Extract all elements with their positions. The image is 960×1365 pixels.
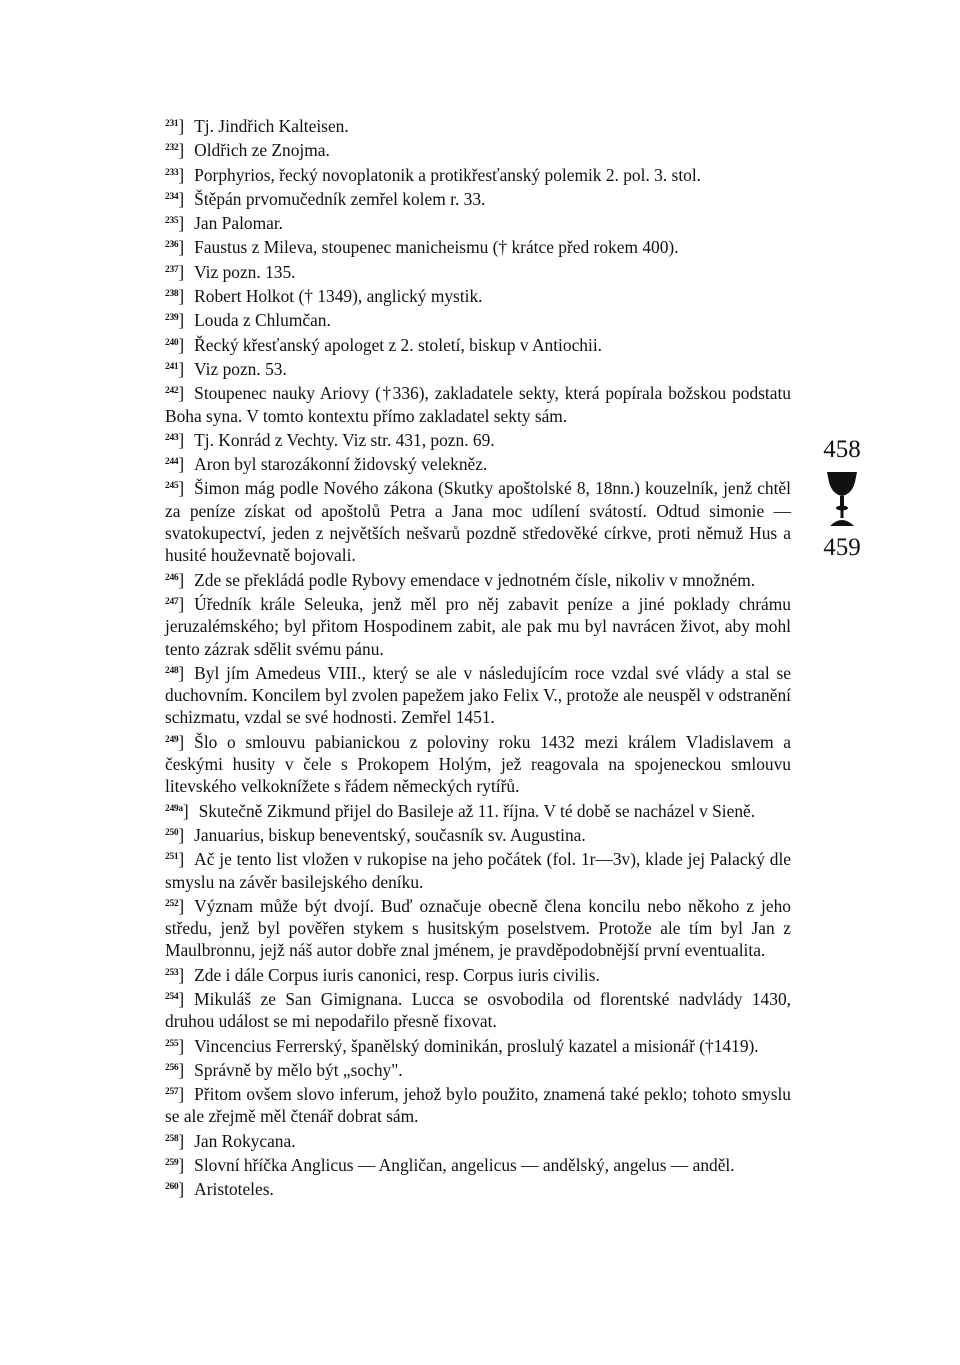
footnote-number: 232: [165, 143, 179, 154]
footnote-number: 244: [165, 457, 179, 468]
footnote-bracket: ]: [178, 261, 185, 282]
footnote-text: Oldřich ze Znojma.: [194, 140, 330, 161]
footnote-text: Tj. Konrád z Vechty. Viz str. 431, pozn. 69.: [194, 429, 495, 450]
footnote-234: [165, 186, 791, 210]
footnote-250: [165, 822, 791, 846]
footnote-number: 243: [165, 432, 179, 443]
footnote-243: [165, 427, 791, 451]
footnote-bracket: ]: [178, 310, 185, 331]
footnote-bracket: ]: [178, 593, 185, 614]
footnote-number: 246: [165, 572, 179, 583]
footnote-253: [165, 962, 791, 986]
footnote-bracket: ]: [178, 140, 185, 161]
footnote-bracket: ]: [178, 964, 185, 985]
footnote-text: Jan Rokycana.: [194, 1130, 296, 1151]
footnote-text: Ač je tento list vložen v rukopise na jeho počátek (fol. 1r—3v), klade jej Palacký dle smyslu na závěr basilejského deníku.: [165, 849, 791, 892]
footnote-bracket: ]: [178, 988, 185, 1009]
footnote-bracket: ]: [178, 1059, 185, 1080]
footnote-number: 259: [165, 1158, 179, 1169]
footnote-bracket: ]: [178, 1084, 185, 1105]
footnote-text: Štěpán prvomučedník zemřel kolem r. 33.: [194, 188, 486, 209]
footnote-number: 245: [165, 481, 179, 492]
footnote-256: [165, 1057, 791, 1081]
footnote-text: Viz pozn. 135.: [194, 261, 296, 282]
footnote-bracket: ]: [178, 358, 185, 379]
footnote-text: Vincencius Ferrerský, španělský dominikán, proslulý kazatel a misionář (†1419).: [194, 1035, 759, 1056]
footnote-257: [165, 1081, 791, 1128]
footnote-254: [165, 986, 791, 1033]
footnote-number: 248: [165, 665, 179, 676]
footnote-236: [165, 234, 791, 258]
footnote-text: Stoupenec nauky Ariovy (†336), zakladatele sekty, která popírala božskou podstatu Boha syna. V tomto kontextu přímo zakladatel sekty sám.: [165, 383, 791, 426]
footnote-text: Mikuláš ze San Gimignana. Lucca se osvobodila od florentské nadvlády 1430, druhou událost se mi nepodařilo přesně fixovat.: [165, 988, 791, 1032]
footnote-242: [165, 380, 791, 427]
footnote-bracket: ]: [178, 1130, 185, 1151]
chalice-icon: [825, 470, 859, 528]
footnote-245: [165, 475, 791, 566]
footnote-number: 242: [165, 386, 179, 397]
footnote-number: 247: [165, 596, 179, 607]
footnote-252: [165, 893, 791, 962]
footnote-number: 256: [165, 1062, 179, 1073]
footnote-text: Skutečně Zikmund přijel do Basileje až 11. října. V té době se nacházel v Sieně.: [198, 800, 756, 821]
footnote-bracket: ]: [178, 731, 185, 752]
page-numbers: [812, 436, 872, 562]
footnote-text: Slovní hříčka Anglicus — Angličan, angelicus — andělský, angelus — anděl.: [194, 1155, 735, 1176]
footnote-bracket: ]: [178, 188, 185, 209]
footnote-bracket: ]: [178, 569, 185, 590]
footnote-248: [165, 660, 791, 729]
footnote-bracket: ]: [178, 237, 185, 258]
footnote-255: [165, 1033, 791, 1057]
footnote-bracket: ]: [178, 849, 185, 870]
footnote-bracket: ]: [178, 429, 185, 450]
footnote-number: 255: [165, 1038, 179, 1049]
footnote-232: [165, 137, 791, 161]
footnote-text: Šlo o smlouvu pabianickou z poloviny roku 1432 mezi králem Vladislavem a českými husity v čele s Prokopem Holým, jež reagovala na spojeneckou smlouvu litevského velkoknížete s řádem německých rytířů.: [165, 731, 791, 797]
footnote-258: [165, 1128, 791, 1152]
footnote-number: 237: [165, 264, 179, 275]
page-number-top: 458: [823, 436, 861, 463]
footnote-bracket: ]: [178, 1179, 185, 1200]
footnote-231: [165, 113, 791, 137]
footnote-241: [165, 356, 791, 380]
footnote-number: 253: [165, 967, 179, 978]
footnote-number: 238: [165, 289, 179, 300]
footnote-number: 249: [165, 734, 179, 745]
footnote-240: [165, 332, 791, 356]
footnote-text: Správně by mělo být „sochy".: [194, 1059, 403, 1080]
footnote-number: 240: [165, 337, 179, 348]
footnote-251: [165, 846, 791, 893]
footnote-text: Jan Palomar.: [194, 213, 284, 234]
footnote-text: Úředník krále Seleuka, jenž měl pro něj zabavit peníze a jiné poklady chrámu jeruzalémského; byl přitom Hospodinem zabit, ale pak mu byl navrácen život, aby mohl tento zázrak sdělit svému pánu.: [165, 593, 791, 659]
footnote-235: [165, 210, 791, 234]
footnote-238: [165, 283, 791, 307]
footnote-text: Tj. Jindřich Kalteisen.: [194, 116, 349, 136]
footnote-bracket: ]: [178, 824, 185, 845]
footnote-bracket: ]: [178, 334, 185, 355]
footnote-233: [165, 162, 791, 186]
footnote-text: Význam může být dvojí. Buď označuje obecně člena koncilu nebo někoho z jeho středu, jenž byl pověřen stykem s husitským poselstvem. Protože ale tím byl Jan z Maulbronnu, jejž náš autor dobře znal jménem, je pravděpodobnější první eventualita.: [165, 895, 791, 961]
footnote-239: [165, 307, 791, 331]
footnote-bracket: ]: [178, 454, 185, 475]
footnote-260: [165, 1176, 791, 1200]
footnote-number: 249a: [165, 803, 183, 814]
footnote-bracket: ]: [178, 383, 185, 404]
footnote-bracket: ]: [178, 1155, 185, 1176]
footnote-text: Přitom ovšem slovo inferum, jehož bylo použito, znamená také peklo; tohoto smyslu se ale zřejmě měl čtenář dobrat sám.: [165, 1084, 791, 1127]
footnote-text: Zde se překládá podle Rybovy emendace v jednotném čísle, nikoliv v množném.: [194, 569, 756, 590]
footnote-249a: [165, 798, 791, 822]
footnote-text: Aristoteles.: [194, 1179, 274, 1200]
footnote-text: Řecký křesťanský apologet z 2. století, biskup v Antiochii.: [194, 334, 602, 355]
footnote-text: Viz pozn. 53.: [194, 358, 287, 379]
footnotes-list: [165, 113, 791, 1201]
footnote-text: Byl jím Amedeus VIII., který se ale v následujícím roce vzdal své vlády a stal se duchovním. Koncilem byl zvolen papežem jako Felix V., protože ale neuspěl v odstranění schizmatu, vzdal se své hodnosti. Zemřel 1451.: [165, 662, 791, 728]
footnote-bracket: ]: [178, 213, 185, 234]
footnote-number: 260: [165, 1182, 179, 1193]
footnote-249: [165, 729, 791, 798]
footnote-number: 234: [165, 191, 179, 202]
footnote-bracket: ]: [178, 662, 185, 683]
footnote-number: 231: [165, 119, 179, 129]
footnote-number: 252: [165, 898, 179, 909]
footnote-244: [165, 451, 791, 475]
footnote-number: 233: [165, 167, 179, 178]
footnote-246: [165, 567, 791, 591]
footnote-bracket: ]: [178, 286, 185, 307]
footnote-number: 250: [165, 827, 179, 838]
footnote-text: Januarius, biskup beneventský, současník sv. Augustina.: [194, 824, 586, 845]
footnote-259: [165, 1152, 791, 1176]
footnote-237: [165, 259, 791, 283]
footnote-number: 239: [165, 313, 179, 324]
footnote-text: Aron byl starozákonní židovský velekněz.: [194, 454, 488, 475]
footnote-number: 254: [165, 991, 179, 1002]
footnote-text: Šimon mág podle Nového zákona (Skutky apoštolské 8, 18nn.) kouzelník, jenž chtěl za peníze získat od apoštolů Petra a Jana moc udílení svátostí. Odtud simonie — svatokupectví, jeden z největších nešvarů pozdně středověké církve, proti němuž Hus a husité houževnatě bojovali.: [165, 478, 791, 566]
footnote-bracket: ]: [178, 116, 185, 136]
footnote-text: Porphyrios, řecký novoplatonik a protikřesťanský polemik 2. pol. 3. stol.: [194, 164, 702, 185]
footnote-number: 258: [165, 1133, 179, 1144]
footnote-bracket: ]: [182, 800, 189, 821]
footnote-number: 251: [165, 852, 179, 863]
footnote-247: [165, 591, 791, 660]
footnote-bracket: ]: [178, 1035, 185, 1056]
page-number-bottom: 459: [823, 534, 861, 561]
footnote-text: Faustus z Mileva, stoupenec manicheismu († krátce před rokem 400).: [194, 237, 679, 258]
footnote-text: Zde i dále Corpus iuris canonici, resp. Corpus iuris civilis.: [194, 964, 600, 985]
footnote-bracket: ]: [178, 164, 185, 185]
footnote-number: 241: [165, 361, 179, 372]
footnote-text: Louda z Chlumčan.: [194, 310, 331, 331]
footnote-number: 235: [165, 216, 179, 227]
footnote-number: 257: [165, 1087, 179, 1098]
footnote-text: Robert Holkot († 1349), anglický mystik.: [194, 286, 483, 307]
footnote-bracket: ]: [178, 478, 185, 499]
footnote-number: 236: [165, 240, 179, 251]
footnote-bracket: ]: [178, 895, 185, 916]
